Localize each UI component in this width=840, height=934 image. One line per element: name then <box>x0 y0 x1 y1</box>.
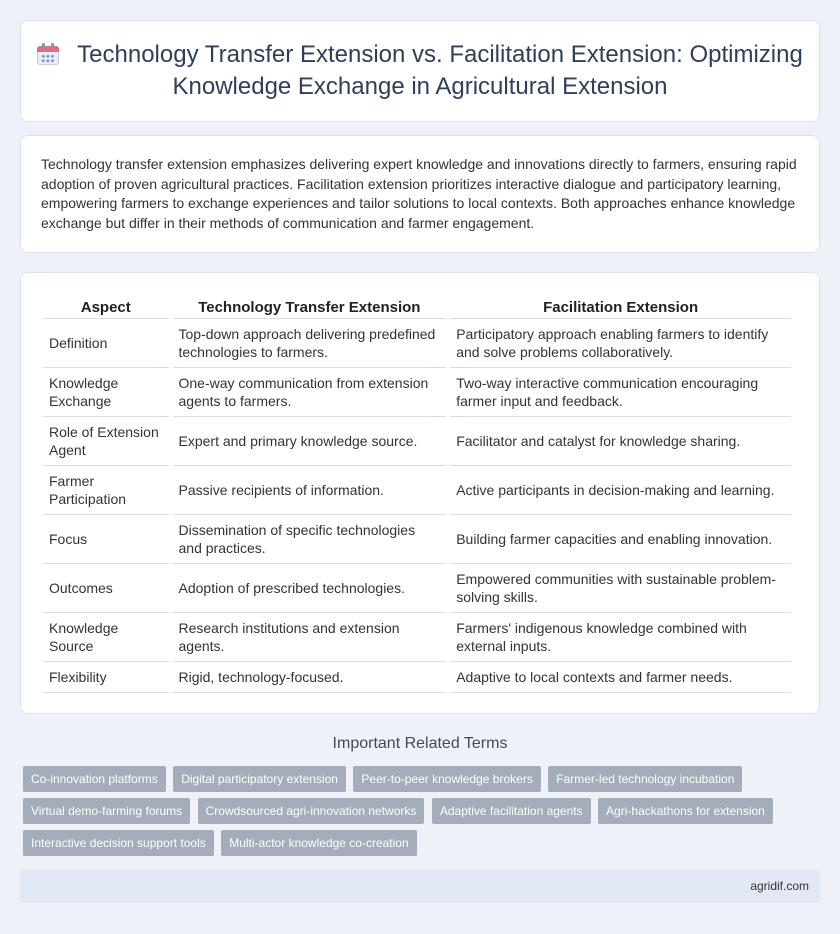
cell-aspect: Definition <box>43 319 169 368</box>
table-row <box>43 466 791 515</box>
related-term-tag[interactable]: Peer-to-peer knowledge brokers <box>353 766 540 792</box>
cell-aspect: Flexibility <box>43 662 169 693</box>
related-terms-tags <box>23 766 823 862</box>
table-header-row <box>43 295 791 319</box>
title-card <box>20 20 820 122</box>
related-term-tag[interactable]: Agri-hackathons for extension <box>598 798 773 824</box>
cell-aspect: Knowledge Source <box>43 613 169 662</box>
cell-technology-transfer: Dissemination of specific technologies and practices. <box>173 515 447 564</box>
cell-technology-transfer: Passive recipients of information. <box>173 466 447 515</box>
cell-aspect: Farmer Participation <box>43 466 169 515</box>
footer <box>20 870 820 903</box>
related-term-tag[interactable]: Co-innovation platforms <box>23 766 166 792</box>
table-row <box>43 564 791 613</box>
cell-aspect: Focus <box>43 515 169 564</box>
related-term-tag[interactable]: Farmer-led technology incubation <box>548 766 742 792</box>
table-row <box>43 662 791 693</box>
comparison-table <box>39 295 795 693</box>
cell-aspect: Role of Extension Agent <box>43 417 169 466</box>
cell-facilitation: Two-way interactive communication encouraging farmer input and feedback. <box>450 368 791 417</box>
footer-site-link[interactable]: agridif.com <box>750 879 809 893</box>
page-title-wrap <box>21 39 819 103</box>
cell-facilitation: Adaptive to local contexts and farmer needs. <box>450 662 791 693</box>
table-row <box>43 613 791 662</box>
cell-facilitation: Farmers' indigenous knowledge combined with external inputs. <box>450 613 791 662</box>
related-term-tag[interactable]: Interactive decision support tools <box>23 830 214 856</box>
cell-facilitation: Participatory approach enabling farmers to identify and solve problems collaboratively. <box>450 319 791 368</box>
cell-technology-transfer: Adoption of prescribed technologies. <box>173 564 447 613</box>
cell-technology-transfer: Research institutions and extension agents. <box>173 613 447 662</box>
related-terms-title: Important Related Terms <box>332 735 508 752</box>
cell-technology-transfer: Rigid, technology-focused. <box>173 662 447 693</box>
related-term-tag[interactable]: Multi-actor knowledge co-creation <box>221 830 416 856</box>
cell-technology-transfer: Top-down approach delivering predefined technologies to farmers. <box>173 319 447 368</box>
related-term-tag[interactable]: Crowdsourced agri-innovation networks <box>198 798 425 824</box>
table-row <box>43 319 791 368</box>
related-term-tag[interactable]: Digital participatory extension <box>173 766 346 792</box>
page-title: Technology Transfer Extension vs. Facilitation Extension: Optimizing Knowledge Exchange in Agricultural Extension <box>77 41 803 100</box>
calendar-icon <box>37 43 59 65</box>
comparison-card <box>20 272 820 714</box>
cell-technology-transfer: One-way communication from extension agents to farmers. <box>173 368 447 417</box>
cell-facilitation: Empowered communities with sustainable problem-solving skills. <box>450 564 791 613</box>
table-row <box>43 515 791 564</box>
header-technology-transfer: Technology Transfer Extension <box>173 295 447 319</box>
header-facilitation: Facilitation Extension <box>450 295 791 319</box>
intro-card <box>20 135 820 253</box>
cell-facilitation: Building farmer capacities and enabling innovation. <box>450 515 791 564</box>
cell-aspect: Knowledge Exchange <box>43 368 169 417</box>
cell-technology-transfer: Expert and primary knowledge source. <box>173 417 447 466</box>
cell-facilitation: Active participants in decision-making and learning. <box>450 466 791 515</box>
table-row <box>43 368 791 417</box>
cell-aspect: Outcomes <box>43 564 169 613</box>
intro-text: Technology transfer extension emphasizes delivering expert knowledge and innovations directly to farmers, ensuring rapid adoption of proven agricultural practices. Facilitation extension prioritizes interactive dialogue and participatory learning, empowering farmers to exchange experiences and tailor solutions to local contexts. Both approaches enhance knowledge exchange but differ in their methods of communication and farmer engagement. <box>41 156 797 231</box>
related-term-tag[interactable]: Virtual demo-farming forums <box>23 798 190 824</box>
cell-facilitation: Facilitator and catalyst for knowledge sharing. <box>450 417 791 466</box>
related-term-tag[interactable]: Adaptive facilitation agents <box>432 798 591 824</box>
header-aspect: Aspect <box>43 295 169 319</box>
table-row <box>43 417 791 466</box>
